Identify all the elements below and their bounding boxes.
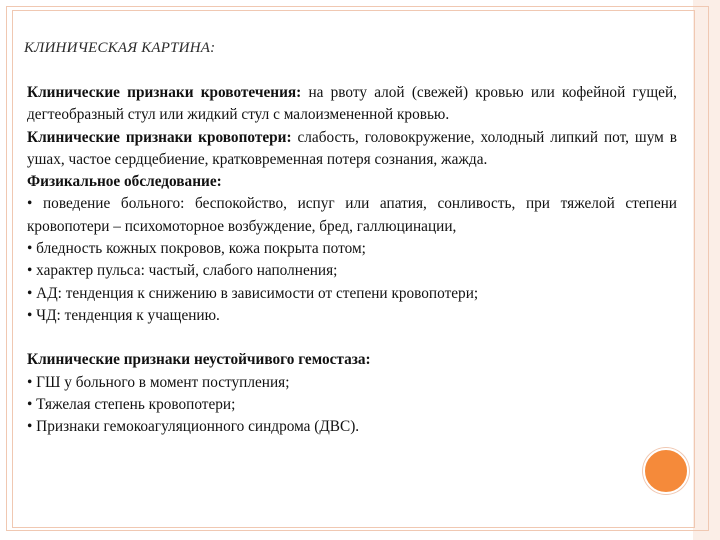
list-item-text: поведение больного: беспокойство, испуг или апатия, сонливость, при тяжелой степени кровопотери – психомоторное возбуждение, бред, галлюцинации, bbox=[27, 195, 677, 235]
list-item-text: ГШ у больного в момент поступления; bbox=[32, 373, 290, 391]
slide-title: КЛИНИЧЕСКАЯ КАРТИНА: bbox=[24, 40, 216, 56]
list-item-text: бледность кожных покровов, кожа покрыта потом; bbox=[32, 240, 366, 258]
spacer bbox=[27, 327, 677, 349]
exam-list bbox=[27, 193, 677, 327]
bleeding-paragraph bbox=[27, 82, 677, 127]
blood-loss-paragraph bbox=[27, 127, 677, 172]
exam-label: Физикальное обследование: bbox=[27, 173, 222, 191]
hemostasis-heading bbox=[27, 349, 677, 371]
bullet-icon: • bbox=[27, 418, 33, 436]
bleeding-label: Клинические признаки кровотечения: bbox=[27, 84, 302, 101]
list-item bbox=[27, 394, 677, 416]
exam-heading bbox=[27, 171, 677, 193]
list-item bbox=[27, 260, 677, 282]
hemostasis-list bbox=[27, 372, 677, 439]
bullet-icon: • bbox=[27, 195, 33, 213]
bullet-icon: • bbox=[27, 395, 33, 413]
hemostasis-label: Клинические признаки неустойчивого гемостаза: bbox=[27, 351, 371, 369]
slide-content bbox=[27, 82, 677, 438]
list-item bbox=[27, 416, 677, 438]
list-item-text: АД: тенденция к снижению в зависимости от степени кровопотери; bbox=[32, 284, 479, 302]
list-item-text: характер пульса: частый, слабого наполнения; bbox=[32, 262, 338, 280]
blood-loss-text: слабость, головокружение, холодный липкий пот, шум в ушах, частое сердцебиение, кратковременная потеря сознания, жажда. bbox=[27, 128, 677, 168]
bullet-icon: • bbox=[27, 240, 33, 258]
bullet-icon: • bbox=[27, 262, 33, 280]
blood-loss-label: Клинические признаки кровопотери: bbox=[27, 128, 292, 146]
list-item bbox=[27, 193, 677, 238]
list-item-text: Признаки гемокоагуляционного синдрома (ДВС). bbox=[32, 418, 360, 436]
bullet-icon: • bbox=[27, 284, 33, 302]
list-item bbox=[27, 372, 677, 394]
bullet-icon: • bbox=[27, 373, 33, 391]
decorative-circle-icon bbox=[643, 448, 689, 494]
list-item bbox=[27, 238, 677, 260]
list-item bbox=[27, 305, 677, 327]
list-item-text: Тяжелая степень кровопотери; bbox=[32, 395, 236, 413]
list-item-text: ЧД: тенденция к учащению. bbox=[32, 306, 220, 324]
bullet-icon: • bbox=[27, 306, 33, 324]
list-item bbox=[27, 283, 677, 305]
bleeding-text: на рвоту алой (свежей) кровью или кофейной гущей, дегтеобразный стул или жидкий стул с малоизмененной кровью. bbox=[27, 84, 677, 124]
